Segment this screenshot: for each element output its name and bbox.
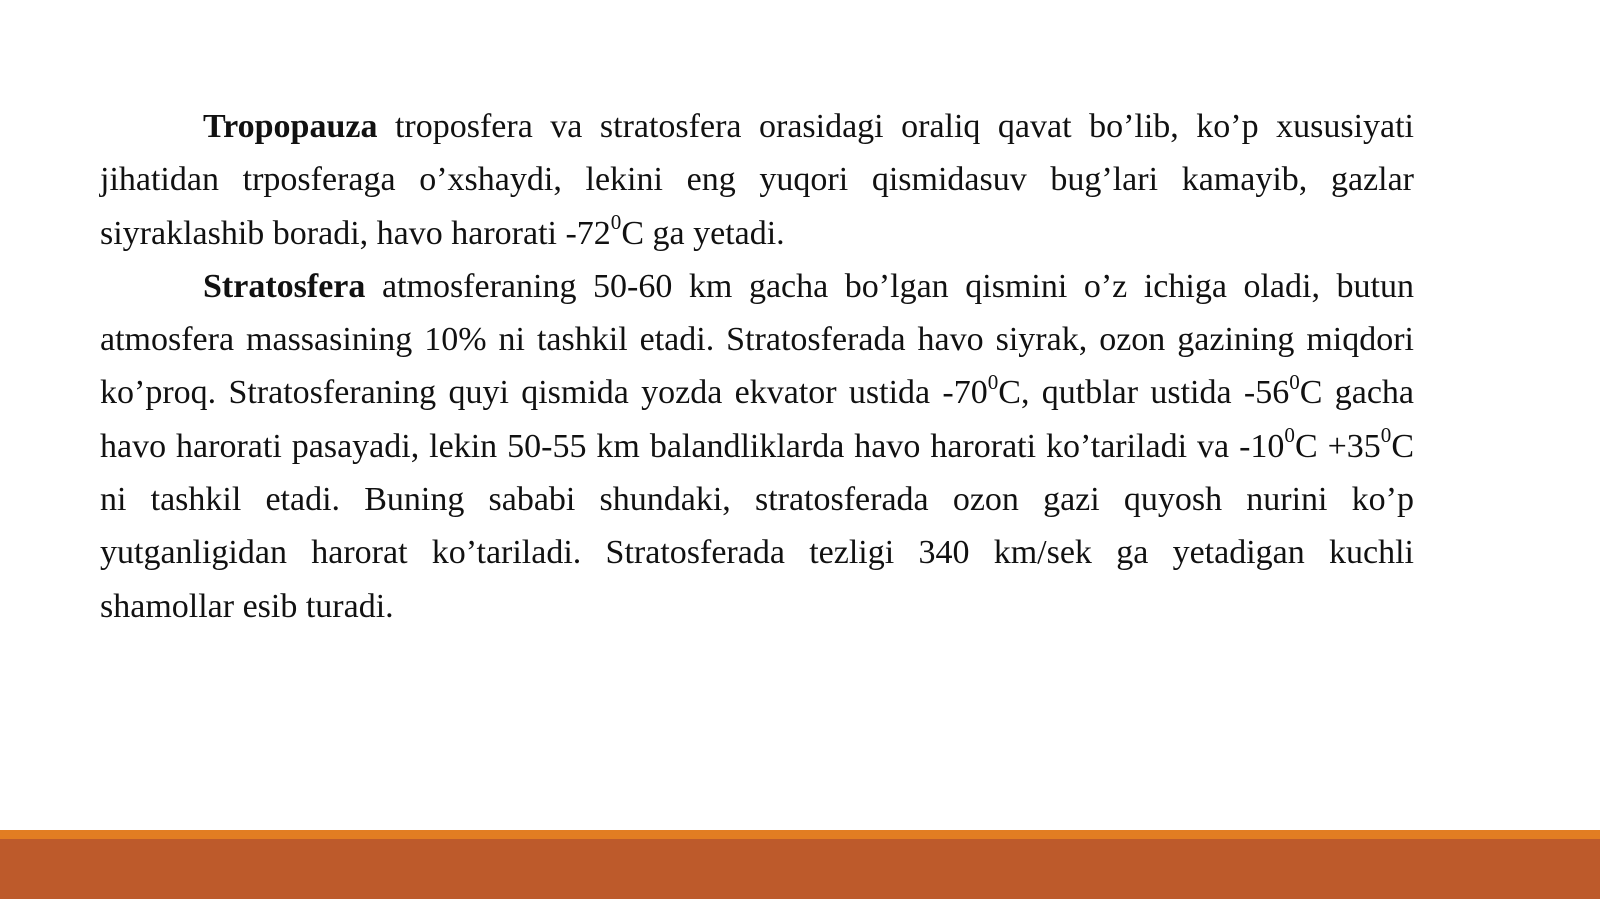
degree-superscript: 0 [1289,370,1300,395]
body-text [100,100,1414,633]
paragraph-2-text-3: C gacha havo harorati pasayadi, lekin 50-55 km balandliklarda havo harorati ko’tariladi va -10 [100,374,1414,465]
paragraph-2-text-5: C ni tashkil etadi. Buning sababi shundaki, stratosferada ozon gazi quyosh nurini ko’p yutganligidan harorat ko’tariladi. Stratosferada tezligi 340 km/sek ga yetadigan kuchli shamollar esib turadi. [100,427,1414,625]
paragraph-tropopauza [100,100,1414,260]
degree-superscript: 0 [987,370,999,395]
degree-superscript: 0 [1380,423,1392,448]
term-stratosfera: Stratosfera [203,267,366,305]
paragraph-1-text-2: C ga yetadi. [621,214,785,252]
paragraph-stratosfera [100,260,1414,633]
degree-superscript: 0 [1284,423,1295,448]
paragraph-1-text-1: troposfera va stratosfera orasidagi oraliq qavat bo’lib, ko’p xususiyati jihatidan trposferaga o’xshaydi, lekini eng yuqori qismidasuv bug’lari kamayib, gazlar siyraklashib boradi, havo harorati -72 [100,108,1414,252]
footer-accent-line [0,830,1600,839]
degree-superscript: 0 [610,210,622,235]
term-tropopauza: Tropopauza [203,108,378,145]
footer-bar [0,839,1600,899]
paragraph-2-text-1: atmosferaning 50-60 km gacha bo’lgan qismini o’z ichiga oladi, butun atmosfera massasining 10% ni tashkil etadi. Stratosferada havo siyrak, ozon gazining miqdori ko’proq. Stratosferaning quyi qismida yozda ekvator ustida -70 [100,267,1414,412]
paragraph-2-text-4: C +35 [1294,427,1381,465]
paragraph-2-text-2: C, qutblar ustida -56 [998,374,1290,412]
